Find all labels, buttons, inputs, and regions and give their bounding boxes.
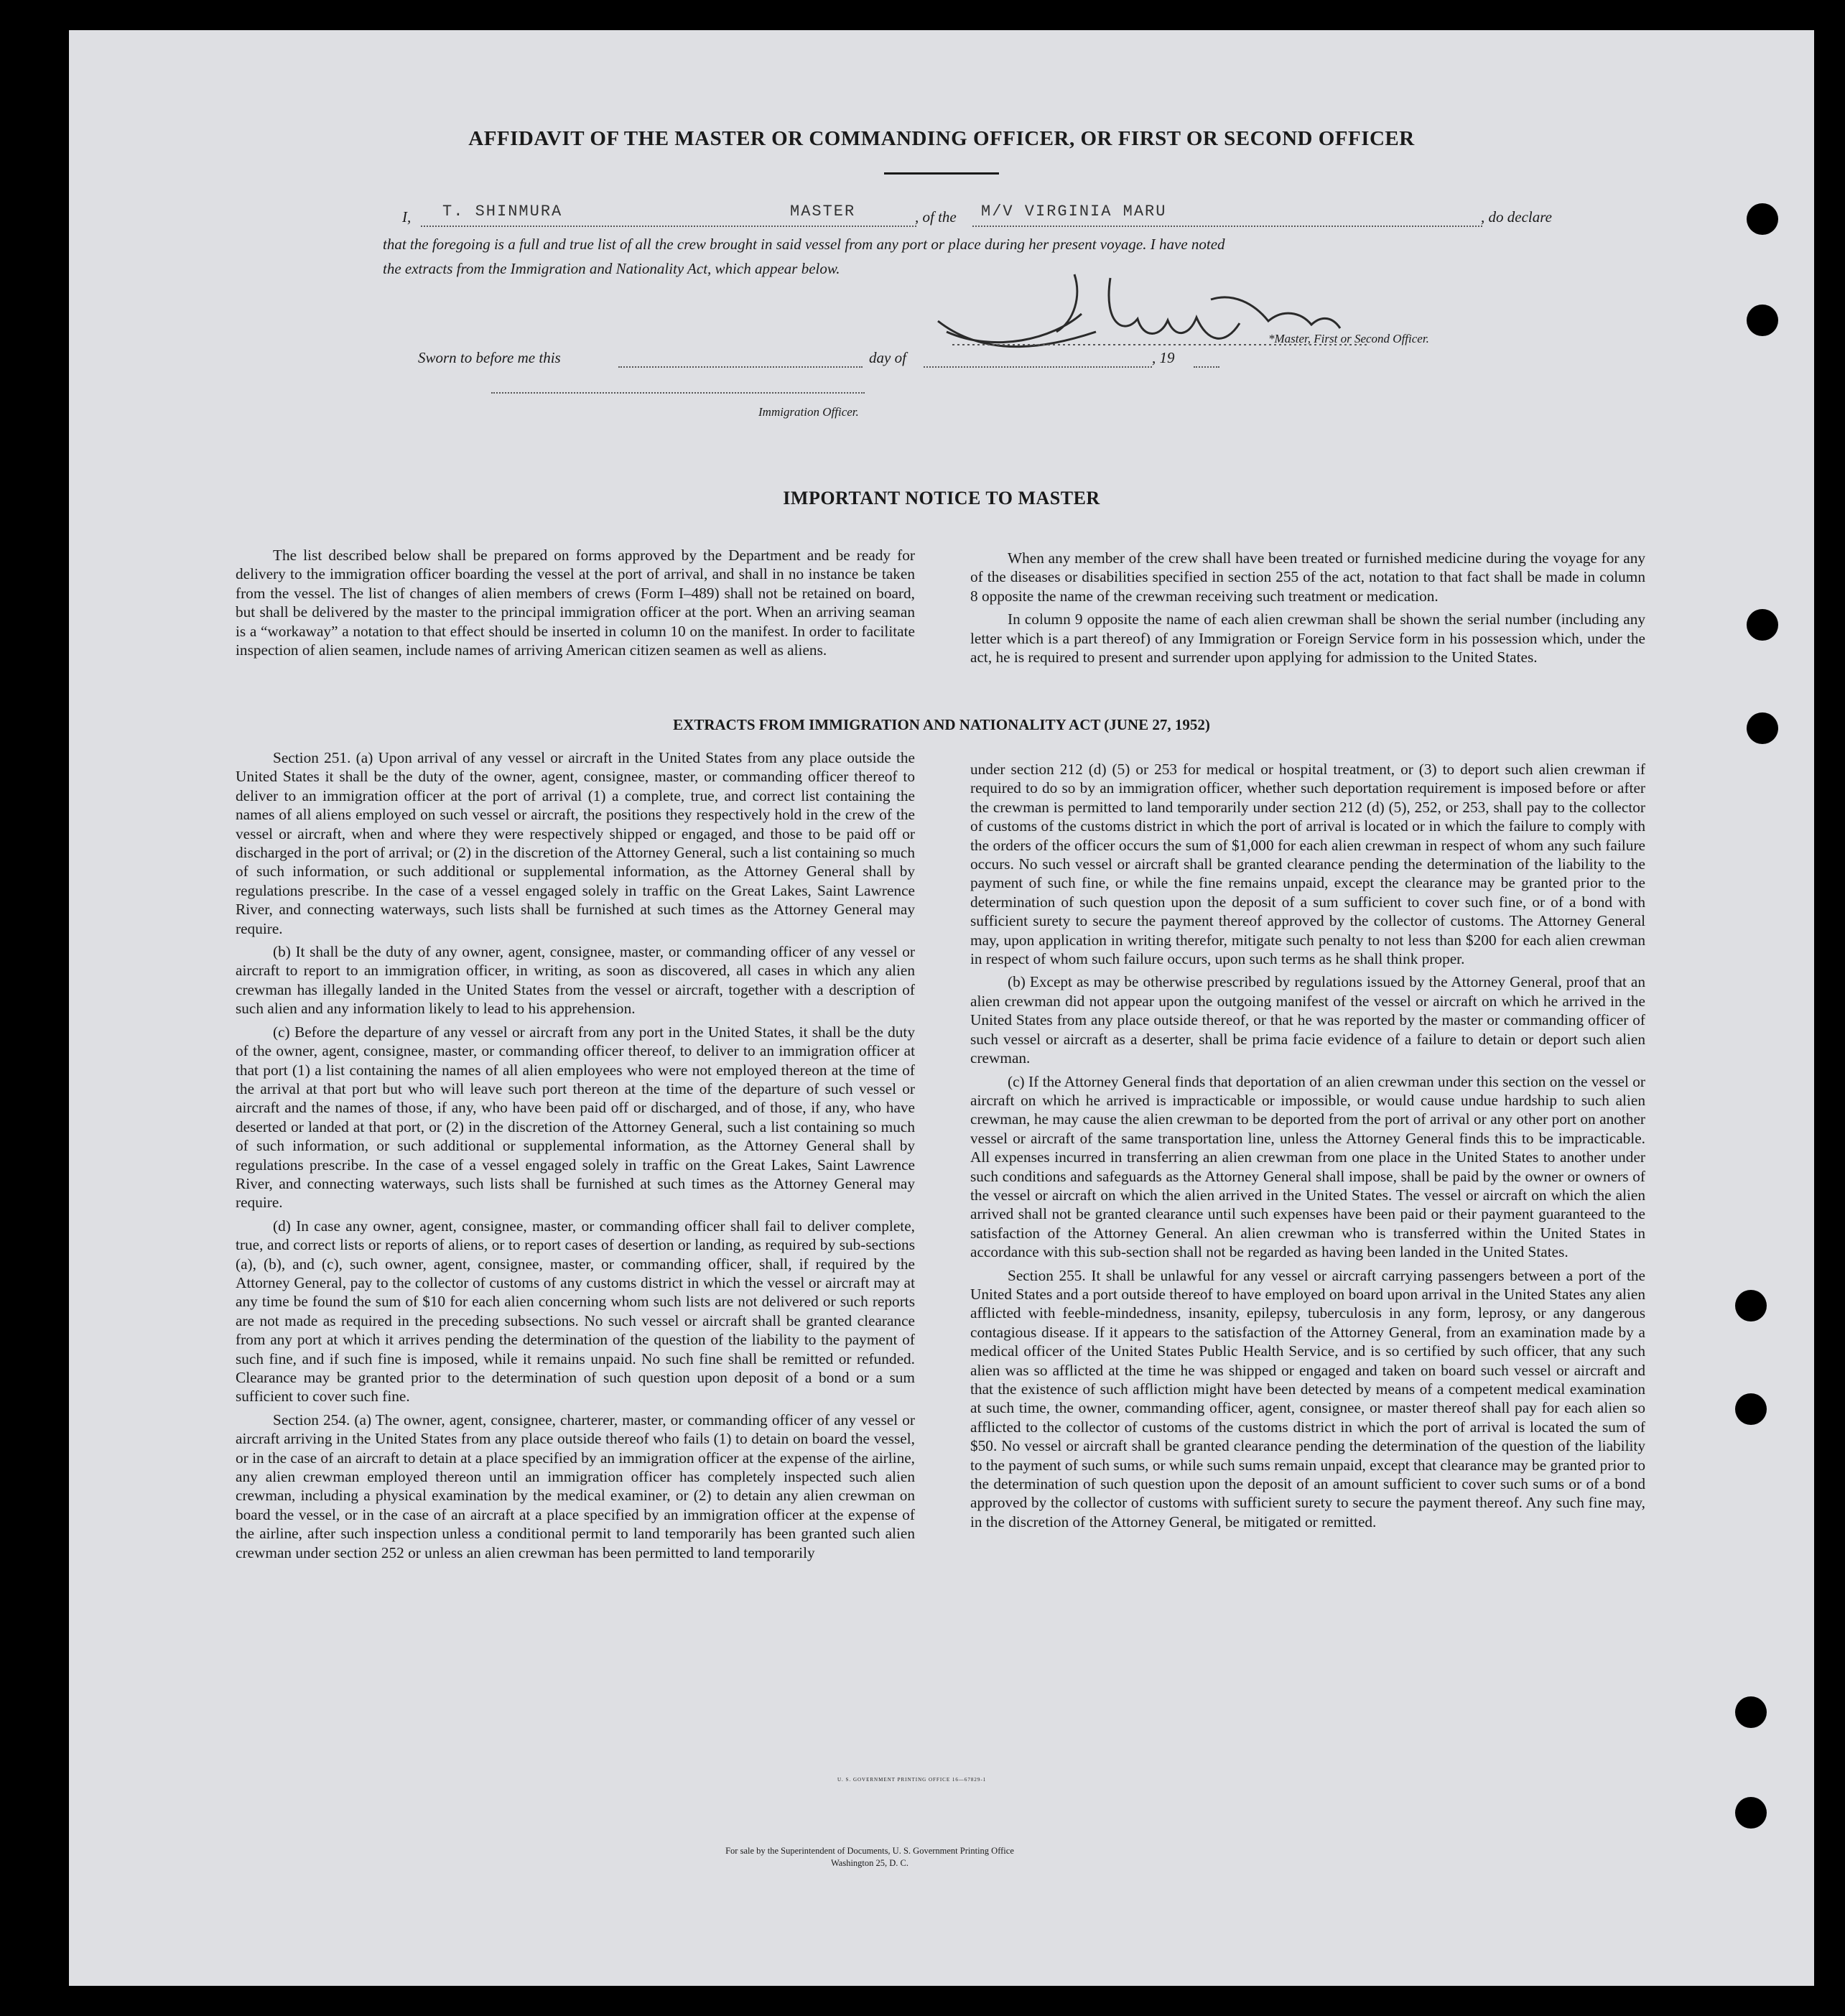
line-i: I, [402, 208, 412, 226]
binder-hole [1735, 1393, 1767, 1425]
affidavit-title: AFFIDAVIT OF THE MASTER OR COMMANDING OFFICER, OR FIRST OR SECOND OFFICER [468, 127, 1415, 150]
declaration-line-3: the extracts from the Immigration and Nationality Act, which appear below. [383, 260, 840, 277]
binder-hole [1747, 712, 1778, 744]
immigration-officer-field[interactable] [491, 381, 865, 394]
notice-right-paragraph: When any member of the crew shall have been treated or furnished medicine during the voyage for any of the diseases or disabilities specified in section 255 of the act, notation to that fact shall be made in column 8 opposite the name of the crewman receiving such treatment or medication. [970, 549, 1645, 605]
section-251d: (d) In case any owner, agent, consignee, master, or commanding officer shall fail to deliver complete, true, and correct lists or reports of aliens, or to report cases of desertion or landing, as required by sub-sections (a), (b), and (c), such owner, agent, consignee, master, or commanding officer, shall, if required by the Attorney General, pay to the collector of customs of any customs district in which the vessel or aircraft may at any time be found the sum of $10 for each alien concerning whom such lists are not delivered or such reports are not made as required in the preceding subsections. No such vessel or aircraft shall be granted clearance from any port at which it arrives pending the determination of the question of the liability to the payment of such fine, and if such fine is imposed, while it remains unpaid. No such fine shall be remitted or refunded. Clearance may be granted prior to the determination of such question upon deposit of a bond or a sum sufficient to cover such fine. [236, 1217, 915, 1406]
section-254a: Section 254. (a) The owner, agent, consignee, charterer, master, or commanding officer of any vessel or aircraft arriving in the United States from any place outside thereof who fails (1) to detain on board the vessel, or in the case of an aircraft to detain at a place specified by an immigration officer at the expense of the airline, any alien crewman employed thereon until an immigration officer has completely inspected such alien crewman, including a physical examination by the medical examiner, or (2) to detain any alien crewman on board the vessel, or in the case of an aircraft at a place specified by an immigration officer at the expense of the airline, after such inspection unless a conditional permit to land temporarily has been granted such alien crewman under section 252 or unless an alien crewman has been permitted to land temporarily [236, 1411, 915, 1561]
day-of-label: day of [869, 349, 906, 366]
form-page [69, 30, 1814, 1986]
sworn-day-field[interactable] [618, 352, 863, 368]
notice-right-paragraph: In column 9 opposite the name of each alien crewman shall be shown the serial number (including any letter which is a part thereof) of any Immigration or Foreign Service form in his possession which, under the act, he is required to present and surrender upon applying for admission to the United States. [970, 610, 1645, 666]
section-254a-continued: under section 212 (d) (5) or 253 for medical or hospital treatment, or (3) to deport such alien crewman if required to do so by an immigration officer, whether such deportation requirement is imposed before or after the crewman is permitted to land temporarily under section 212 (d) (5), 252, or 253, shall pay to the collector of customs of the customs district in which the port of arrival is located or in which the failure to comply with the orders of the officer occurs the sum of $1,000 for each alien crewman in respect of whom any such failure occurs. No such vessel or aircraft shall be granted clearance pending the determination of the liability to the payment of such fine, or while the fine remains unpaid, except the clearance may be granted prior to the determination of such question upon the deposit of a sum sufficient to cover such fine, or of a bond with sufficient surety to secure the payment thereof approved by the collector of customs. The Attorney General may, upon application in writing therefor, mitigate such penalty to not less than $200 for each alien crewman in respect of whom such failure occurs, upon such terms as he shall think proper. [970, 761, 1645, 968]
title-rule [884, 172, 999, 175]
notice-right-column [970, 549, 1645, 671]
sworn-label: Sworn to before me this [418, 349, 561, 366]
notice-title: IMPORTANT NOTICE TO MASTER [783, 488, 1100, 508]
section-251c: (c) Before the departure of any vessel or aircraft from any port in the United States, it shall be the duty of the owner, agent, consignee, master, or commanding officer thereof, to deliver to an immigration officer at that port (1) a list containing the names of all alien employees who were not employed thereon at the time of the arrival at that port but who will leave such port thereon at the time of the departure of such vessel or aircraft and the names of those, if any, who have been paid off or discharged, and of those, if any, who have deserted or landed at that port, or (2) in the discretion of the Attorney General, such a list containing so much of such information, or such additional or supplemental information, as the Attorney General shall by regulations prescribe. In the case of a vessel engaged solely in traffic on the Great Lakes, Saint Lawrence River, and connecting waterways, such lists shall be furnished at such times as the Attorney General may require. [236, 1023, 915, 1212]
section-254c: (c) If the Attorney General finds that deportation of an alien crewman under this section on the vessel or aircraft on which he arrived is impracticable or impossible, or would cause undue hardship to such alien crewman, he may cause the alien crewman to be deported from the port of arrival or any other port on another vessel or aircraft of the same transportation line, unless the Attorney General finds this to be impracticable. All expenses incurred in transferring an alien crewman from one place in the United States to another under such conditions and safeguards as the Attorney General shall impose, shall be paid by the owner or owners of the vessel or aircraft on which the alien arrived in the United States. The vessel or aircraft on which the alien arrived shall not be granted clearance until such expenses have been paid or their payment guaranteed to the satisfaction of the Attorney General. An alien crewman who is transferred within the United States in accordance with this sub-section shall not be regarded as having been landed in the United States. [970, 1072, 1645, 1261]
immigration-officer-caption: Immigration Officer. [758, 405, 859, 419]
sale-line-1: For sale by the Superintendent of Documents, U. S. Government Printing Office [725, 1846, 1014, 1856]
master-name: T. SHINMURA [442, 203, 563, 220]
section-254b: (b) Except as may be otherwise prescribed by regulations issued by the Attorney General, proof that an alien crewman did not appear upon the outgoing manifest of the vessel or aircraft on which he arrived in the United States from any place outside thereof, or that he was reported by the master or commanding officer of such vessel or aircraft as a deserter, shall be prima facie evidence of a failure to detain or deport such alien crewman. [970, 973, 1645, 1067]
section-251b: (b) It shall be the duty of any owner, agent, consignee, master, or commanding officer of any vessel or aircraft to report to an immigration officer, in writing, as soon as discovered, all cases in which any alien crewman has illegally landed in the United States from the vessel or aircraft, together with a description of such alien and any information likely to lead to his apprehension. [236, 943, 915, 1018]
sale-line-2: Washington 25, D. C. [830, 1858, 909, 1868]
binder-hole [1735, 1290, 1767, 1321]
binder-hole [1735, 1797, 1767, 1829]
binder-hole [1747, 609, 1778, 641]
extracts-title: EXTRACTS FROM IMMIGRATION AND NATIONALITY ACT (JUNE 27, 1952) [673, 716, 1210, 733]
section-251a: Section 251. (a) Upon arrival of any vessel or aircraft in the United States from any place outside the United States it shall be the duty of the owner, agent, consignee, master, or commanding officer thereof to deliver to an immigration officer at the port of arrival (1) a complete, true, and correct list containing the names of all aliens employed on such vessel or aircraft, the positions they respectively hold in the crew of the vessel or aircraft, when and where they were respectively shipped or engaged, and those to be paid off or discharged in the port of arrival; or (2) in the discretion of the Attorney General, such a list containing so much of such information, or such additional or supplemental information, as the Attorney General shall by regulations prescribe. In the case of a vessel engaged solely in traffic on the Great Lakes, Saint Lawrence River, and connecting waterways, such lists shall be furnished at such times as the Attorney General may require. [236, 749, 915, 937]
extracts-right-column [970, 760, 1645, 1536]
declaration-line-2: that the foregoing is a full and true list of all the crew brought in said vessel from any port or place during her present voyage. I have noted [383, 236, 1225, 253]
notice-left-paragraph: The list described below shall be prepared on forms approved by the Department and be ready for delivery to the immigration officer boarding the vessel at the port of arrival, and shall in no instance be taken from the vessel. The list of changes of alien members of crews (Form I–489) shall not be retained on board, but shall be delivered by the master to the principal immigration officer at the port. When an arriving seaman is a “workaway” a notation to that effect should be inserted in column 10 on the manifest. In order to facilitate inspection of alien seamen, include names of arriving American citizen seamen as well as aliens. [236, 547, 915, 659]
do-declare-label: , do declare [1481, 208, 1552, 226]
sworn-year-field[interactable] [1194, 352, 1219, 368]
sworn-month-field[interactable] [924, 352, 1152, 368]
of-the-label: , of the [915, 208, 957, 226]
binder-hole [1747, 203, 1778, 235]
gpo-mark: U. S. GOVERNMENT PRINTING OFFICE 16—67829-1 [837, 1777, 987, 1783]
binder-hole [1747, 305, 1778, 336]
binder-hole [1735, 1696, 1767, 1728]
notice-left-column [236, 546, 915, 664]
master-rank: MASTER [790, 203, 856, 220]
signature-caption: *Master, First or Second Officer. [1268, 332, 1429, 345]
section-255: Section 255. It shall be unlawful for any vessel or aircraft carrying passengers between a port of the United States and a port outside thereof to have employed on board upon arrival in the United States any alien afflicted with feeble-mindedness, insanity, epilepsy, tuberculosis in any form, leprosy, or any dangerous contagious disease. If it appears to the satisfaction of the Attorney General, from an examination made by a medical officer of the United States Public Health Service, and is so certified by such officer, that any such alien was so afflicted at the time he was shipped or engaged and taken on board such vessel or aircraft and that the existence of such affliction might have been detected by means of a competent medical examination at such time, the owner, commanding officer, agent, consignee, or master thereof shall pay for each alien so afflicted to the collector of customs of the customs district in which the port of arrival is located the sum of $50. No vessel or aircraft shall be granted clearance pending the determination of the question of the liability to the payment of such sums, or while such sums remain unpaid, except that clearance may be granted prior to the determination of such question upon the deposit of an amount sufficient to cover such sums or of a bond approved by the collector of customs with sufficient surety to secure the payment thereof. Any such fine may, in the discretion of the Attorney General, be mitigated or remitted. [970, 1266, 1645, 1530]
vessel-name: M/V VIRGINIA MARU [981, 203, 1167, 220]
year-label: , 19 [1152, 349, 1175, 366]
extracts-left-column [236, 748, 915, 1566]
